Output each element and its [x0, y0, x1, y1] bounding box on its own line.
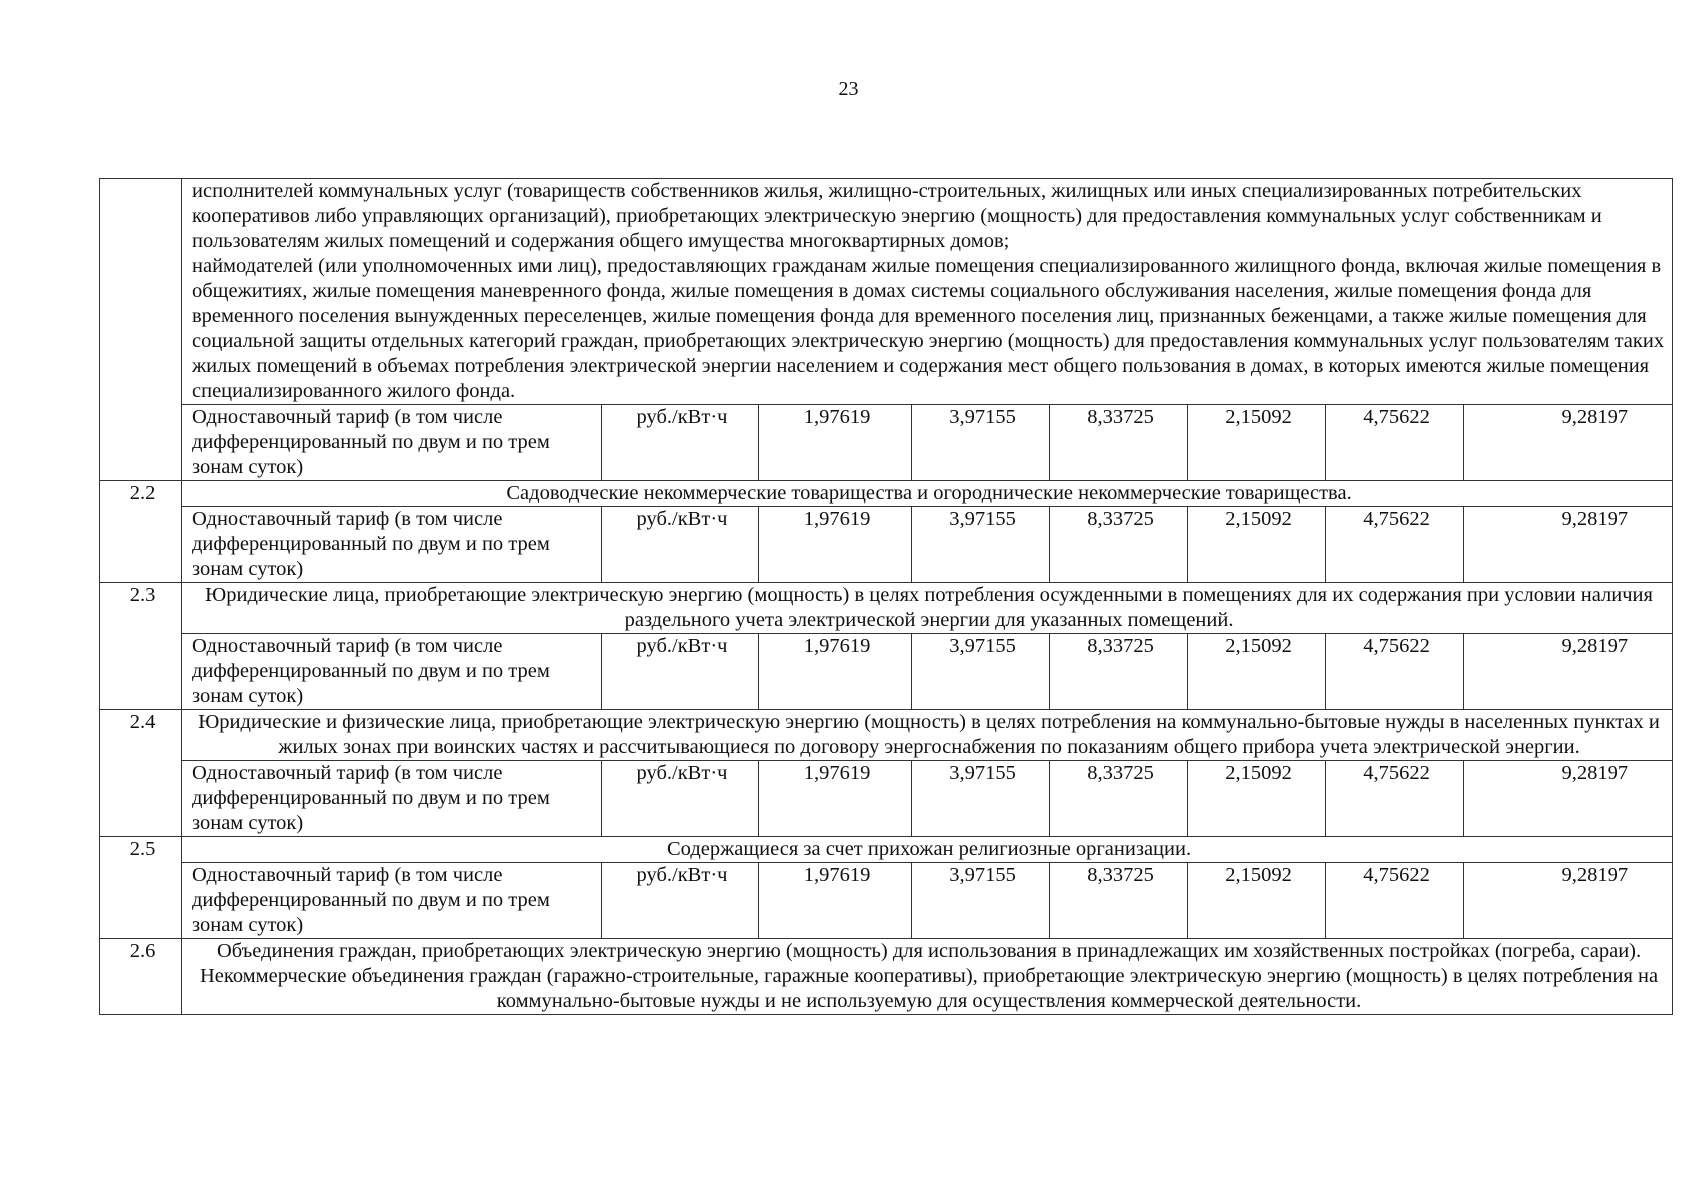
tariff-value: 8,33725 — [1050, 634, 1188, 710]
tariff-description: Одноставочный тариф (в том числе дифференцированный по двум и по трем зонам суток) — [182, 634, 602, 710]
section-heading-row — [100, 481, 1673, 507]
tariff-value: 4,75622 — [1326, 761, 1464, 837]
section-heading-row — [100, 583, 1673, 634]
tariff-table — [99, 178, 1673, 1015]
section-number: 2.2 — [100, 481, 182, 583]
tariff-value: 8,33725 — [1050, 863, 1188, 939]
intro-paragraph: исполнителей коммунальных услуг (товариществ собственников жилья, жилищно-строительных, жилищных или иных специализированных потребительских кооперативов либо управляющих организаций), приобретающих электрическую энергию (мощность) для предоставления коммунальных услуг собственникам и пользователям жилых помещений и содержания общего имущества многоквартирных домов; — [192, 180, 1602, 252]
tariff-row — [100, 863, 1673, 939]
section-heading: Содержащиеся за счет прихожан религиозные организации. — [182, 837, 1673, 863]
section-heading: Садоводческие некоммерческие товарищества и огороднические некоммерческие товарищества. — [182, 481, 1673, 507]
tariff-value: 3,97155 — [912, 761, 1050, 837]
tariff-value: 1,97619 — [759, 761, 912, 837]
section-number: 2.5 — [100, 837, 182, 939]
tariff-unit: руб./кВт·ч — [602, 863, 759, 939]
table-row — [100, 179, 1673, 405]
tariff-value: 8,33725 — [1050, 761, 1188, 837]
tariff-value: 2,15092 — [1188, 634, 1326, 710]
section-heading: Юридические лица, приобретающие электрическую энергию (мощность) в целях потребления осужденными в помещениях для их содержания при условии наличия раздельного учета электрической энергии для указанных помещений. — [182, 583, 1673, 634]
tariff-description: Одноставочный тариф (в том числе дифференцированный по двум и по трем зонам суток) — [182, 405, 602, 481]
tariff-description: Одноставочный тариф (в том числе дифференцированный по двум и по трем зонам суток) — [182, 761, 602, 837]
tariff-unit: руб./кВт·ч — [602, 507, 759, 583]
tariff-value: 3,97155 — [912, 507, 1050, 583]
tariff-row — [100, 634, 1673, 710]
section-heading: Юридические и физические лица, приобретающие электрическую энергию (мощность) в целях потребления на коммунально-бытовые нужды в населенных пунктах и жилых зонах при воинских частях и рассчитывающиеся по договору энергоснабжения по показаниям общего прибора учета электрической энергии. — [182, 710, 1673, 761]
page-number: 23 — [838, 78, 859, 100]
tariff-value: 3,97155 — [912, 634, 1050, 710]
tariff-value: 2,15092 — [1188, 507, 1326, 583]
tariff-value: 9,28197 — [1464, 507, 1673, 583]
section-number: 2.3 — [100, 583, 182, 710]
tariff-value: 9,28197 — [1464, 634, 1673, 710]
tariff-value: 1,97619 — [759, 405, 912, 481]
section-heading-secondary: Некоммерческие объединения граждан (гаражно-строительные, гаражные кооперативы), приобретающие электрическую энергию (мощность) в целях потребления на коммунально-бытовые нужды и не используемую для осуществления коммерческой деятельности. — [200, 965, 1659, 1012]
tariff-value: 9,28197 — [1464, 761, 1673, 837]
tariff-row — [100, 761, 1673, 837]
section-heading-row — [100, 710, 1673, 761]
tariff-value: 8,33725 — [1050, 507, 1188, 583]
tariff-value: 8,33725 — [1050, 405, 1188, 481]
section-heading-row — [100, 837, 1673, 863]
tariff-unit: руб./кВт·ч — [602, 761, 759, 837]
intro-text-cell — [182, 179, 1673, 405]
tariff-value: 1,97619 — [759, 863, 912, 939]
tariff-unit: руб./кВт·ч — [602, 634, 759, 710]
tariff-value: 4,75622 — [1326, 507, 1464, 583]
tariff-value: 4,75622 — [1326, 405, 1464, 481]
tariff-value: 1,97619 — [759, 634, 912, 710]
tariff-value: 2,15092 — [1188, 405, 1326, 481]
tariff-value: 4,75622 — [1326, 634, 1464, 710]
tariff-description: Одноставочный тариф (в том числе дифференцированный по двум и по трем зонам суток) — [182, 863, 602, 939]
row-number-cell — [100, 179, 182, 481]
section-number: 2.6 — [100, 939, 182, 1015]
section-heading-row — [100, 939, 1673, 1015]
tariff-row — [100, 405, 1673, 481]
tariff-value: 2,15092 — [1188, 863, 1326, 939]
section-heading: Объединения граждан, приобретающих электрическую энергию (мощность) для использования в принадлежащих им хозяйственных постройках (погреба, сараи). — [216, 940, 1642, 962]
tariff-value: 9,28197 — [1464, 405, 1673, 481]
tariff-row — [100, 507, 1673, 583]
section-number: 2.4 — [100, 710, 182, 837]
tariff-description: Одноставочный тариф (в том числе дифференцированный по двум и по трем зонам суток) — [182, 507, 602, 583]
tariff-unit: руб./кВт·ч — [602, 405, 759, 481]
tariff-value: 1,97619 — [759, 507, 912, 583]
section-heading-cell — [182, 939, 1673, 1015]
tariff-value: 4,75622 — [1326, 863, 1464, 939]
tariff-value: 3,97155 — [912, 863, 1050, 939]
intro-paragraph: наймодателей (или уполномоченных ими лиц), предоставляющих гражданам жилые помещения специализированного жилищного фонда, включая жилые помещения в общежитиях, жилые помещения маневренного фонда, жилые помещения в домах системы социального обслуживания населения, жилые помещения фонда для временного поселения вынужденных переселенцев, жилые помещения фонда для временного поселения лиц, признанных беженцами, а также жилые помещения для социальной защиты отдельных категорий граждан, приобретающих электрическую энергию (мощность) для предоставления коммунальных услуг пользователям таких жилых помещений в объемах потребления электрической энергии населением и содержания мест общего пользования в домах, в которых имеются жилые помещения специализированного жилого фонда. — [192, 255, 1665, 402]
tariff-value: 2,15092 — [1188, 761, 1326, 837]
tariff-value: 3,97155 — [912, 405, 1050, 481]
tariff-value: 9,28197 — [1464, 863, 1673, 939]
